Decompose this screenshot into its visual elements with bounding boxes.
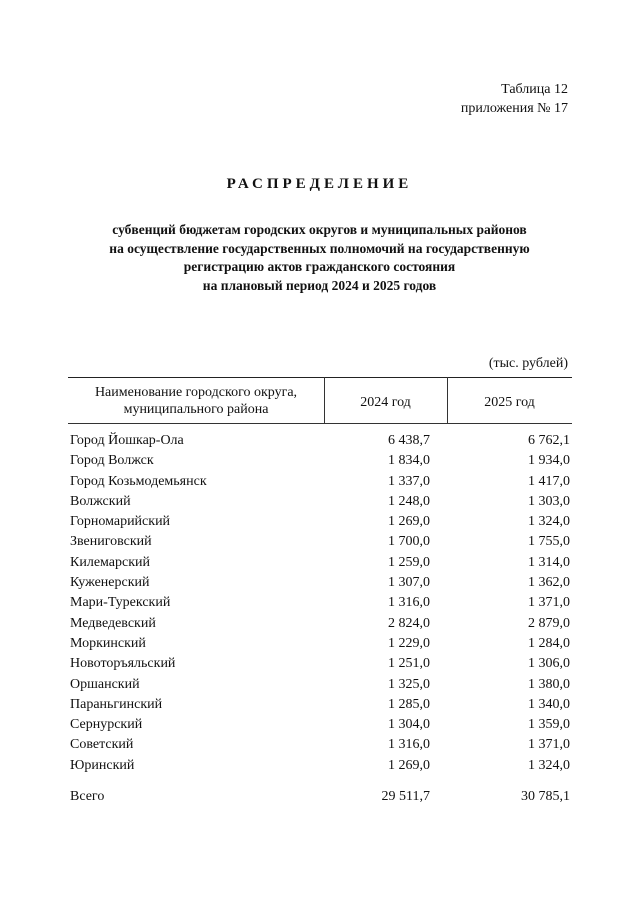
table-row: [70, 634, 570, 654]
subtitle-line: регистрацию актов гражданского состояния: [183, 259, 456, 274]
value-2024: 1 269,0: [388, 757, 430, 773]
district-name: Город Козьмодемьянск: [70, 473, 207, 489]
table-row: [70, 512, 570, 532]
units-label: (тыс. рублей): [488, 356, 568, 371]
value-2024: 6 438,7: [388, 433, 430, 448]
table-top-rule: [68, 377, 572, 378]
table-row: [70, 472, 570, 492]
value-2024: 1 700,0: [388, 534, 430, 550]
subtitle-line: на плановый период 2024 и 2025 годов: [202, 277, 437, 293]
table-reference: Таблица 12: [501, 82, 568, 97]
value-2024: 1 337,0: [388, 473, 430, 489]
table-row: [70, 675, 570, 695]
table-row: [70, 735, 570, 755]
table-row: [70, 431, 570, 451]
column-header-name-line: муниципального района: [123, 402, 269, 417]
value-2025: 1 340,0: [528, 696, 570, 712]
total-row: [70, 787, 570, 807]
value-2024: 2 824,0: [388, 615, 430, 631]
value-2025: 1 380,0: [528, 676, 570, 692]
district-name: Медведевский: [70, 615, 156, 631]
value-2024: 1 248,0: [388, 493, 430, 509]
value-2024: 1 251,0: [388, 656, 430, 672]
value-2024: 1 285,0: [388, 696, 430, 712]
value-2025: 6 762,1: [528, 433, 570, 448]
column-header-name-line: Наименование городского округа,: [94, 385, 298, 400]
column-header-2025: 2025 год: [484, 395, 535, 410]
value-2024: 1 325,0: [388, 676, 430, 692]
value-2025: 1 284,0: [528, 635, 570, 651]
table-row: [70, 654, 570, 674]
subtitle-line: субвенций бюджетам городских округов и муниципальных районов: [112, 222, 527, 237]
table-body: [70, 431, 570, 776]
district-name: Волжский: [70, 493, 131, 509]
value-2025: 1 417,0: [528, 473, 570, 489]
district-name: Мари-Турекский: [70, 595, 171, 611]
value-2025: 1 362,0: [528, 575, 570, 591]
district-name: Город Йошкар-Ола: [70, 433, 184, 448]
district-name: Оршанский: [70, 676, 140, 692]
value-2025: 1 324,0: [528, 514, 570, 530]
column-header-2024: 2024 год: [360, 395, 411, 410]
district-name: Советский: [70, 737, 134, 753]
table-row: [70, 553, 570, 573]
value-2024: 1 304,0: [388, 717, 430, 733]
value-2024: 1 316,0: [388, 737, 430, 753]
table-row: [70, 695, 570, 715]
document-subtitle: [0, 221, 639, 295]
total-2025: 30 785,1: [521, 789, 570, 804]
value-2025: 1 303,0: [528, 493, 570, 509]
table-row: [70, 593, 570, 613]
total-label: Всего: [70, 789, 105, 804]
value-2025: 1 755,0: [528, 534, 570, 550]
value-2024: 1 269,0: [388, 514, 430, 530]
value-2025: 1 934,0: [528, 453, 570, 469]
table-row: [70, 532, 570, 552]
district-name: Сернурский: [70, 717, 143, 733]
column-header-name: [68, 384, 324, 418]
district-name: Параньгинский: [70, 696, 163, 712]
district-name: Моркинский: [70, 635, 146, 651]
table-row: [70, 614, 570, 634]
district-name: Звениговский: [70, 534, 152, 550]
subtitle-line: на осуществление государственных полномочий на государственную: [109, 240, 530, 256]
value-2024: 1 316,0: [388, 595, 430, 611]
value-2025: 1 324,0: [528, 757, 570, 773]
district-name: Юринский: [70, 757, 135, 773]
table-row: [70, 492, 570, 512]
value-2025: 1 314,0: [528, 554, 570, 570]
value-2024: 1 229,0: [388, 635, 430, 651]
table-row: [70, 451, 570, 471]
table-row: [70, 573, 570, 593]
table-row: [70, 715, 570, 735]
district-name: Килемарский: [70, 554, 151, 570]
table-row: [70, 756, 570, 776]
value-2025: 1 371,0: [528, 595, 570, 611]
document-title: РАСПРЕДЕЛЕНИЕ: [226, 176, 413, 192]
total-2024: 29 511,7: [381, 789, 430, 804]
value-2024: 1 307,0: [388, 575, 430, 591]
value-2025: 1 371,0: [528, 737, 570, 753]
district-name: Куженерский: [70, 575, 150, 591]
district-name: Город Волжск: [70, 453, 154, 469]
value-2024: 1 834,0: [388, 453, 430, 469]
district-name: Новоторъяльский: [70, 656, 176, 672]
value-2025: 1 359,0: [528, 717, 570, 733]
district-name: Горномарийский: [70, 514, 171, 530]
value-2025: 1 306,0: [528, 656, 570, 672]
appendix-reference: приложения № 17: [460, 101, 568, 116]
value-2025: 2 879,0: [528, 615, 570, 631]
value-2024: 1 259,0: [388, 554, 430, 570]
table-header-rule: [68, 423, 572, 424]
